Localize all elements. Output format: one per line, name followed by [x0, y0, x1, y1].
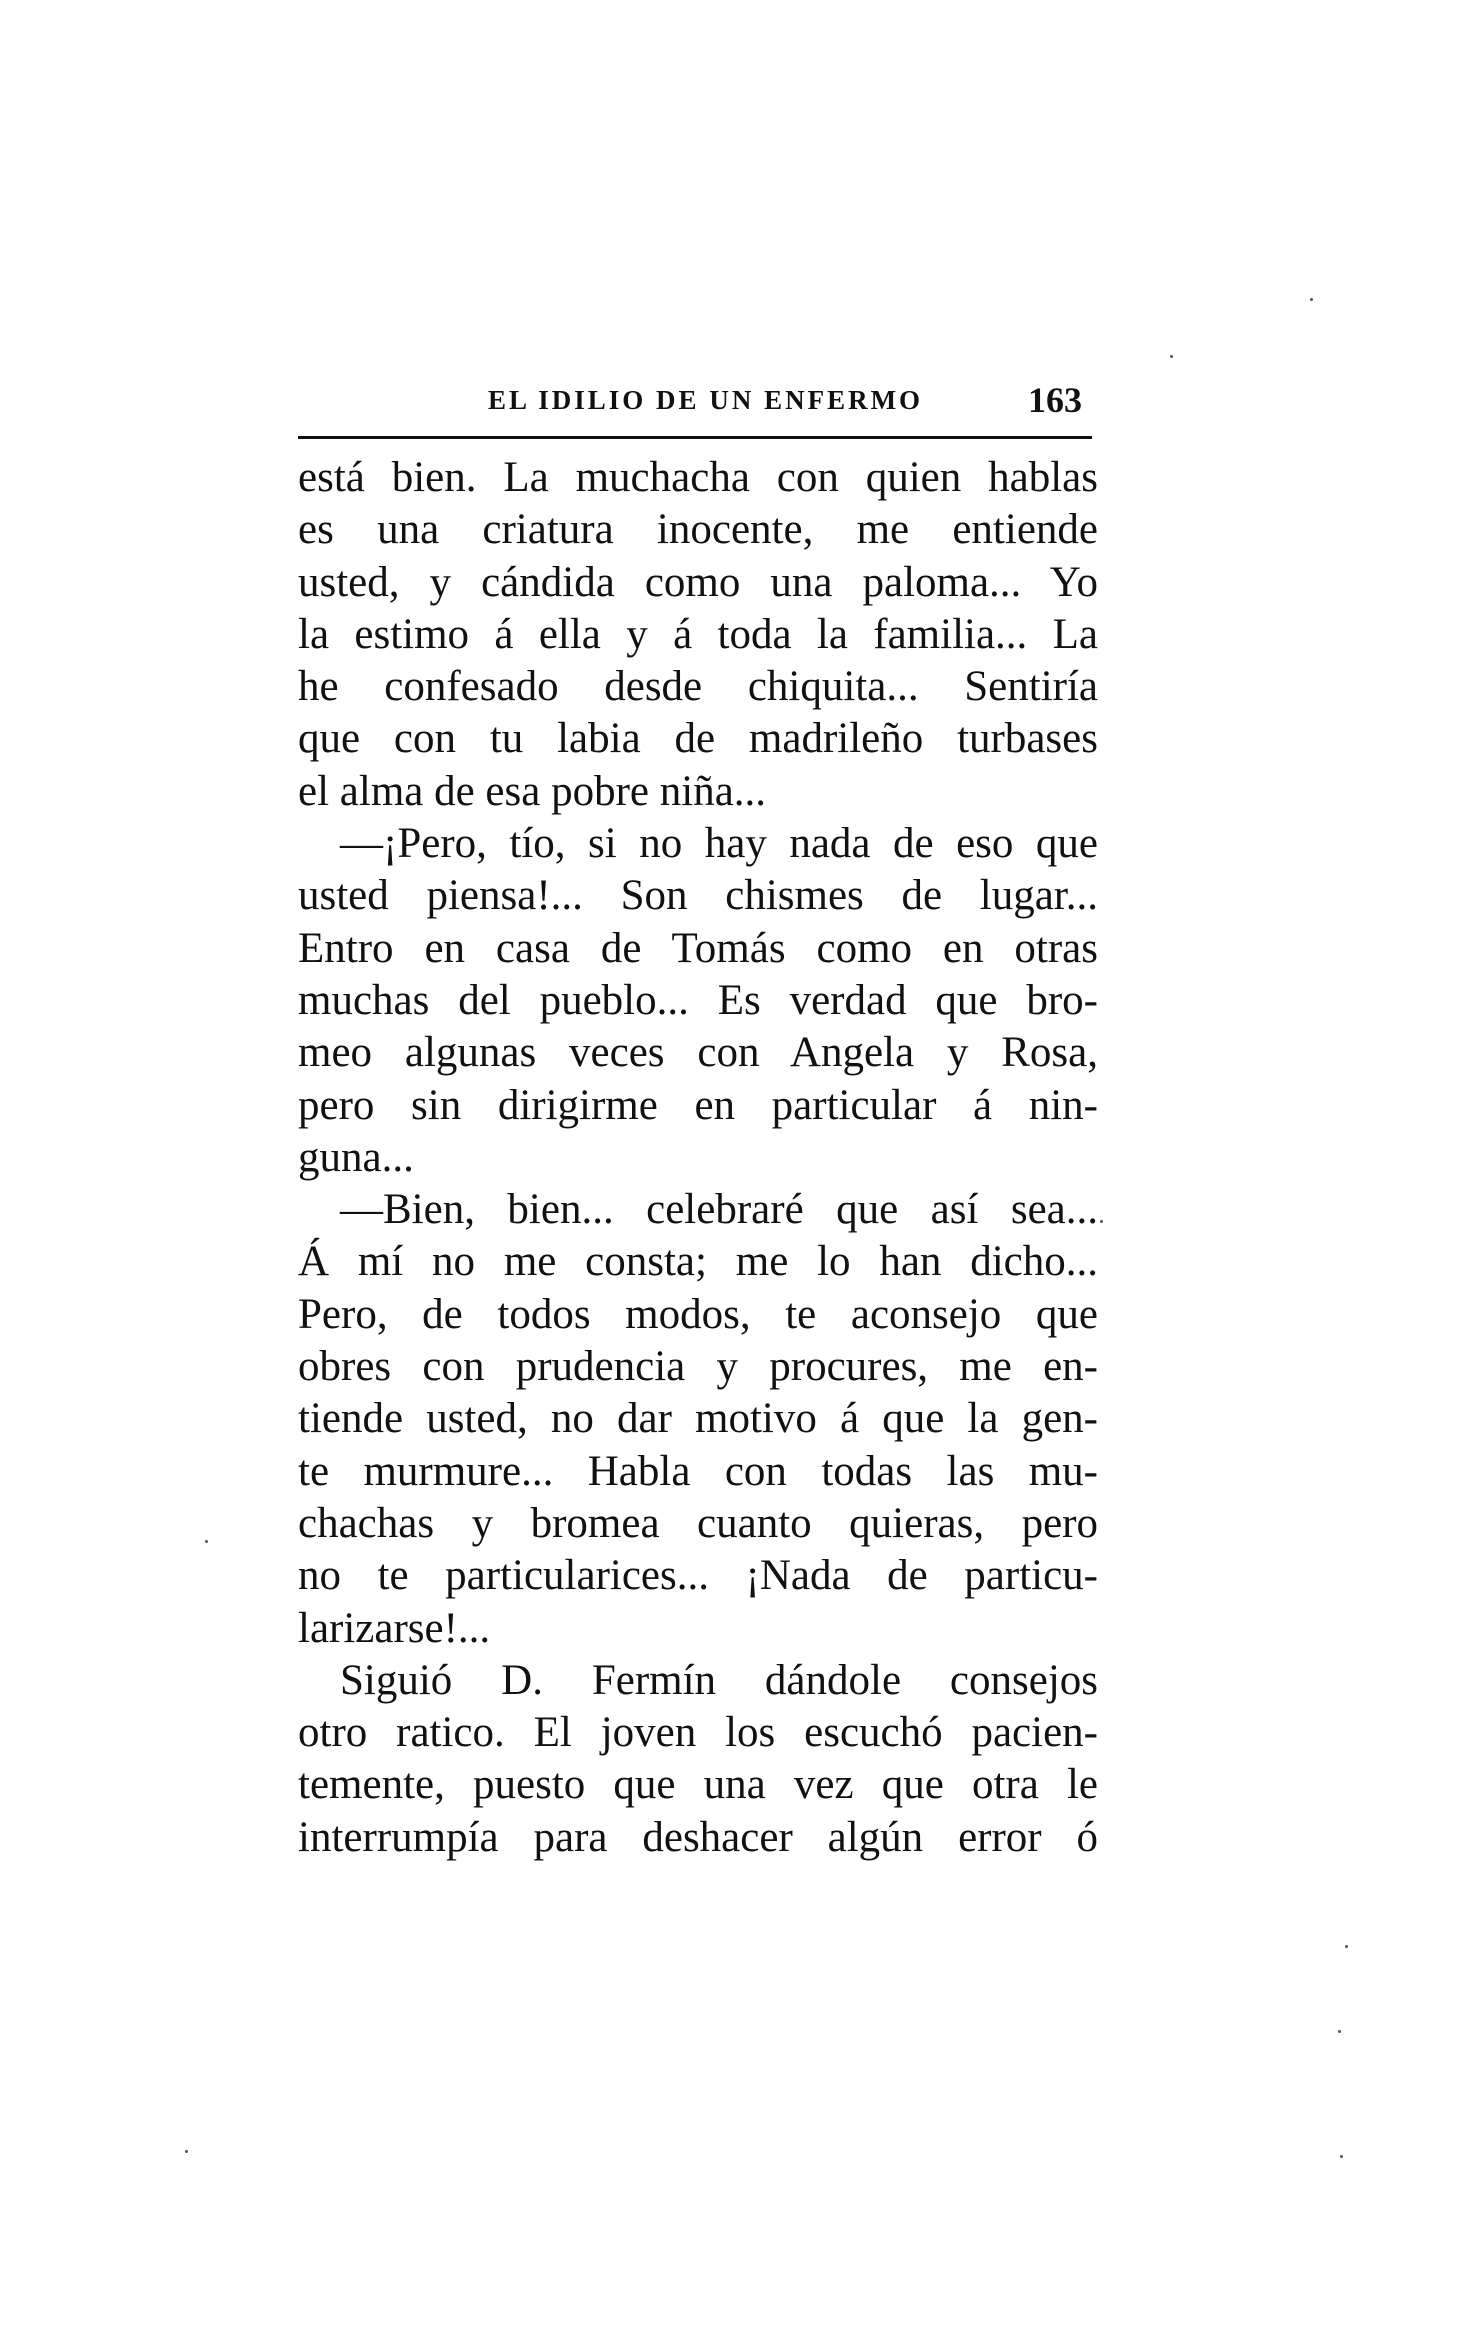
- text-line: obres con prudencia y procures, me en-: [298, 1343, 1098, 1391]
- scan-speck: [1345, 1945, 1348, 1948]
- header-rule: [298, 436, 1092, 439]
- text-line: te murmure... Habla con todas las mu-: [298, 1447, 1098, 1495]
- text-line: —¡Pero, tío, si no hay nada de eso que: [340, 820, 1098, 868]
- text-line: muchas del pueblo... Es verdad que bro-: [298, 976, 1098, 1024]
- scan-speck: [1340, 2155, 1343, 2158]
- text-line: que con tu labia de madrileño turbases: [298, 715, 1098, 763]
- text-line: está bien. La muchacha con quien hablas: [298, 454, 1098, 501]
- text-line: —Bien, bien... celebraré que así sea...: [340, 1186, 1098, 1234]
- text-line: usted, y cándida como una paloma... Yo: [298, 558, 1098, 606]
- text-line: guna...: [298, 1133, 414, 1181]
- scan-speck: [205, 1540, 208, 1543]
- text-line: interrumpía para deshacer algún error ó: [298, 1813, 1098, 1861]
- scan-speck: [1170, 355, 1173, 358]
- text-line: larizarse!...: [298, 1604, 491, 1652]
- text-line: meo algunas veces con Angela y Rosa,: [298, 1029, 1098, 1077]
- text-line: es una criatura inocente, me entiende: [298, 506, 1098, 554]
- text-line: Pero, de todos modos, te aconsejo que: [298, 1290, 1098, 1338]
- text-line: no te particularices... ¡Nada de particu-: [298, 1552, 1098, 1600]
- page-number: 163: [1028, 380, 1082, 420]
- text-line: Entro en casa de Tomás como en otras: [298, 924, 1098, 972]
- text-line: Á mí no me consta; me lo han dicho...: [298, 1238, 1098, 1286]
- text-line: tiende usted, no dar motivo á que la gen-: [298, 1395, 1098, 1443]
- text-line: el alma de esa pobre niña...: [298, 767, 767, 815]
- page-header: [298, 375, 1092, 431]
- body-text: [298, 452, 1098, 1864]
- running-title: EL IDILIO DE UN ENFERMO: [488, 385, 924, 415]
- text-line: he confesado desde chiquita... Sentiría: [298, 663, 1098, 711]
- text-line: chachas y bromea cuanto quieras, pero: [298, 1499, 1098, 1547]
- scan-speck: [1310, 298, 1313, 301]
- text-line: pero sin dirigirme en particular á nin-: [298, 1081, 1098, 1129]
- text-line: usted piensa!... Son chismes de lugar...: [298, 872, 1098, 920]
- text-line: temente, puesto que una vez que otra le: [298, 1761, 1098, 1809]
- text-line: la estimo á ella y á toda la familia... La: [298, 610, 1098, 658]
- text-line: otro ratico. El joven los escuchó pacien-: [298, 1709, 1098, 1757]
- scan-speck: [185, 2150, 188, 2153]
- text-line: Siguió D. Fermín dándole consejos: [340, 1656, 1098, 1704]
- scan-speck: [1338, 2030, 1341, 2033]
- scan-speck: [1100, 1220, 1103, 1223]
